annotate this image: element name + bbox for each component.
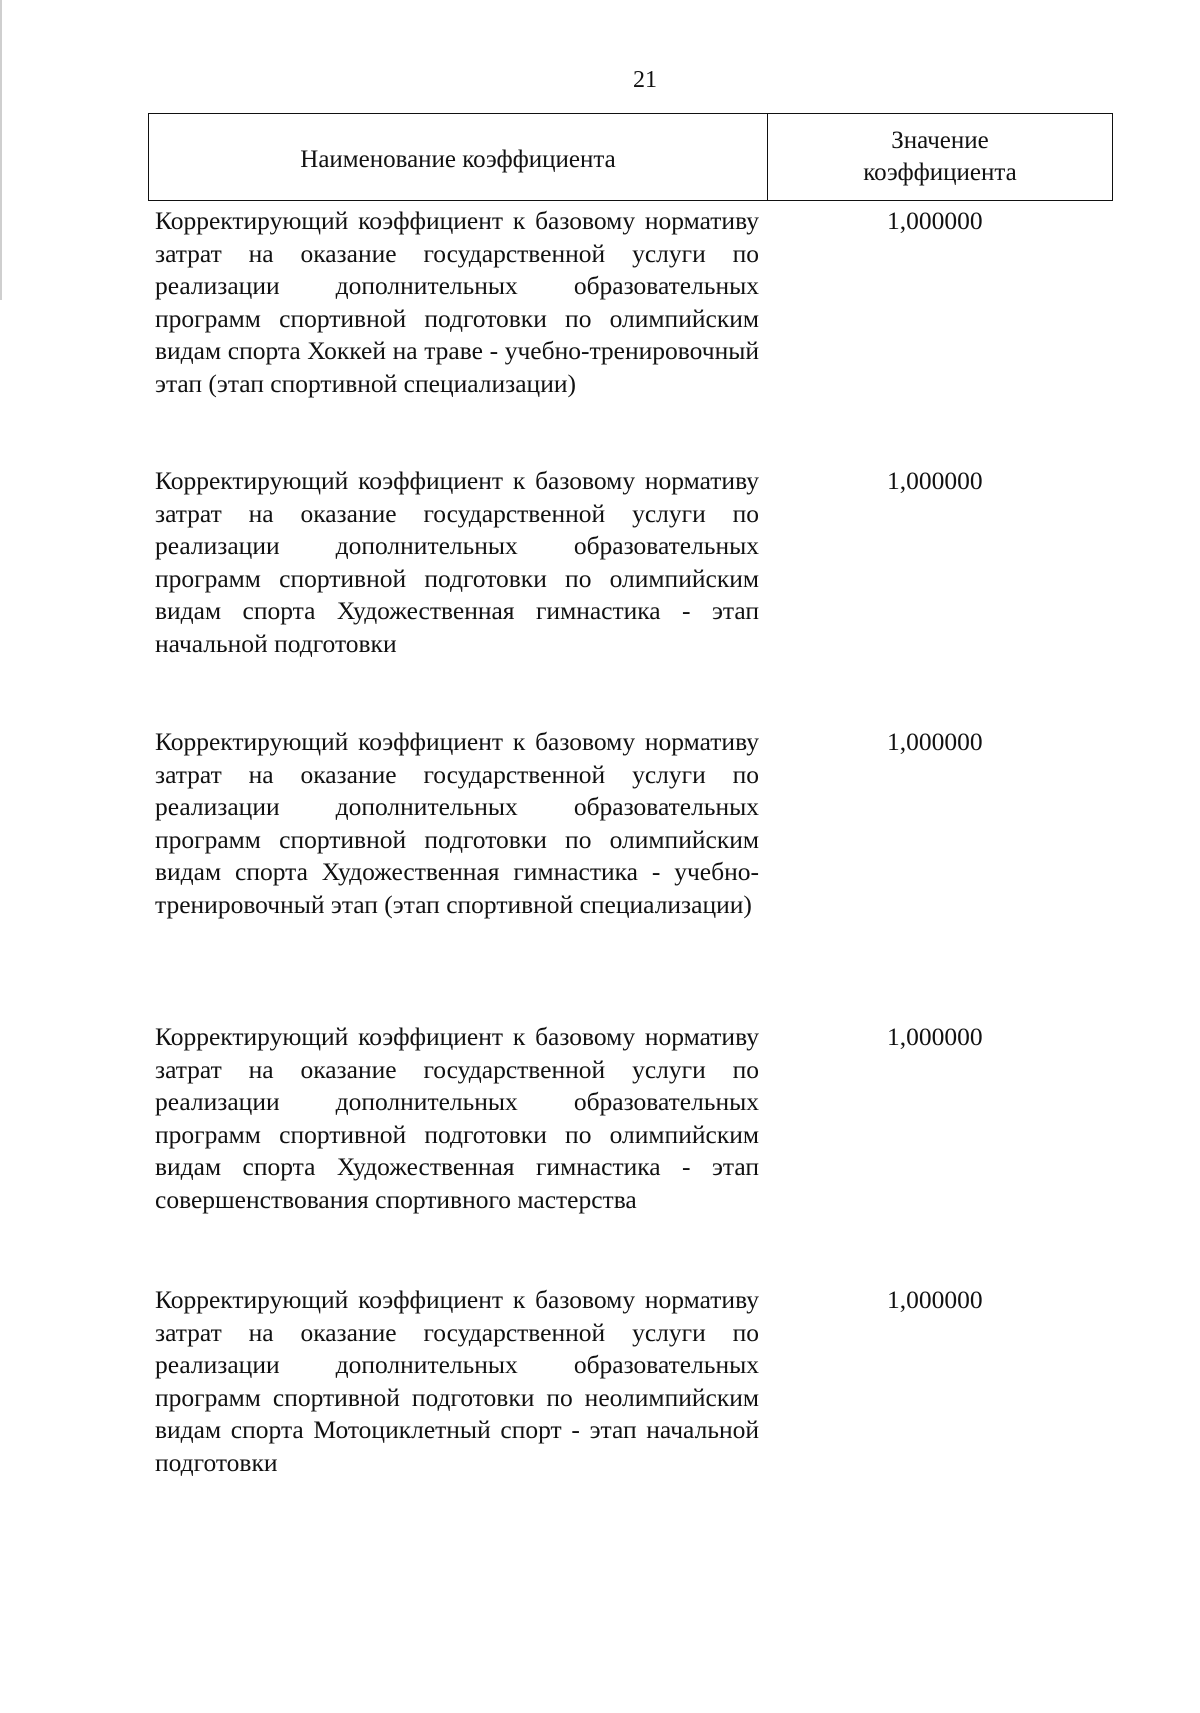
header-coefficient-value: Значение коэффициента — [863, 127, 1017, 186]
coefficient-name: Корректирующий коэффициент к базовому нормативу затрат на оказание государственной услуги по реализации дополнительных образовательных программ спортивной подготовки по олимпийским видам спорта Художественная гимнастика - учебно-тренировочный этап (этап спортивной специализации) — [155, 727, 759, 919]
scan-edge-mark — [0, 0, 2, 300]
coefficient-value: 1,000000 — [887, 1022, 983, 1051]
page-number: 21 — [633, 67, 657, 93]
coefficient-value: 1,000000 — [887, 206, 983, 235]
coefficient-value: 1,000000 — [887, 466, 983, 495]
coefficient-value: 1,000000 — [887, 1285, 983, 1314]
header-coefficient-name: Наименование коэффициента — [149, 114, 768, 200]
table-header — [148, 113, 1113, 201]
coefficient-name: Корректирующий коэффициент к базовому нормативу затрат на оказание государственной услуги по реализации дополнительных образовательных программ спортивной подготовки по олимпийским видам спорта Хоккей на траве - учебно-тренировочный этап (этап спортивной специализации) — [155, 206, 759, 398]
coefficient-name: Корректирующий коэффициент к базовому нормативу затрат на оказание государственной услуги по реализации дополнительных образовательных программ спортивной подготовки по неолимпийским видам спорта Мотоциклетный спорт - этап начальной подготовки — [155, 1285, 759, 1477]
coefficient-name: Корректирующий коэффициент к базовому нормативу затрат на оказание государственной услуги по реализации дополнительных образовательных программ спортивной подготовки по олимпийским видам спорта Художественная гимнастика - этап начальной подготовки — [155, 466, 759, 658]
coefficient-value: 1,000000 — [887, 727, 983, 756]
coefficient-name: Корректирующий коэффициент к базовому нормативу затрат на оказание государственной услуги по реализации дополнительных образовательных программ спортивной подготовки по олимпийским видам спорта Художественная гимнастика - этап совершенствования спортивного мастерства — [155, 1022, 759, 1214]
